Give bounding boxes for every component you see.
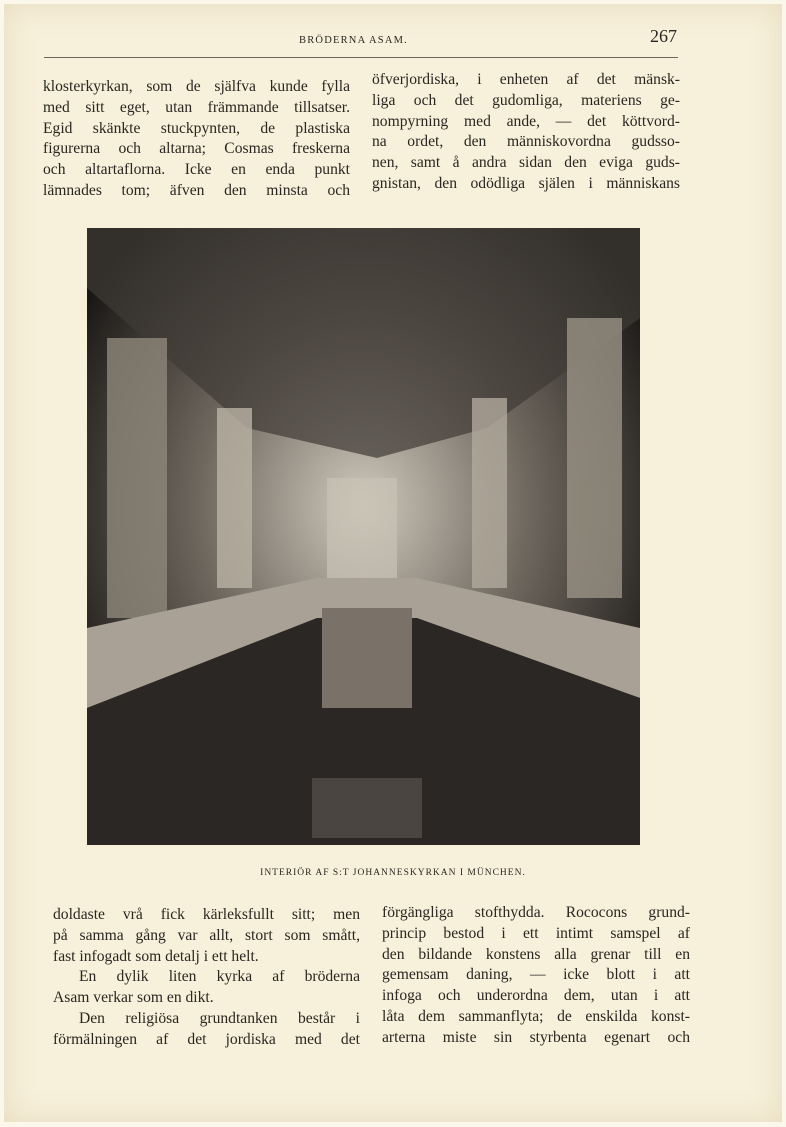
text-line: förmälningen af det jordiska med det <box>53 1030 360 1048</box>
text-line: nen, samt å andra sidan den eviga guds- <box>372 154 680 172</box>
top-left-column <box>43 77 350 202</box>
header-rule <box>44 57 678 58</box>
bottom-right-column <box>382 903 690 1049</box>
text-line: liga och det gudomliga, materiens ge- <box>372 91 680 109</box>
text-line: infoga och underordna dem, utan i att <box>382 987 690 1005</box>
text-line: arterna miste sin styrbenta egenart och <box>382 1028 690 1046</box>
text-line: na ordet, den människovordna gudsso- <box>372 133 680 151</box>
text-line: låta dem sammanflyta; de enskilda konst- <box>382 1007 690 1025</box>
text-line: lämnades tom; äfven den minsta och <box>43 181 350 199</box>
text-line: på samma gång var allt, stort som smått, <box>53 926 360 944</box>
top-right-column <box>372 70 680 195</box>
text-line: doldaste vrå fick kärleksfullt sitt; men <box>53 906 360 923</box>
text-line: förgängliga stofthydda. Rococons grund- <box>382 904 690 921</box>
running-title: BRÖDERNA ASAM. <box>299 35 408 46</box>
text-line: Egid skänkte stuckpynten, de plastiska <box>43 119 350 137</box>
text-line: och altartaflorna. Icke en enda punkt <box>43 161 350 179</box>
text-line: figurerna och altarna; Cosmas freskerna <box>43 140 350 158</box>
text-line: princip bestod i ett intimt samspel af <box>382 924 690 942</box>
text-line: den bildande konstens alla grenar till en <box>382 945 690 963</box>
text-line: nompyrning med ande, — det köttvord- <box>372 112 680 130</box>
figure-caption: INTERIÖR AF S:T JOHANNESKYRKAN I MÜNCHEN. <box>260 868 526 878</box>
page-number: 267 <box>650 26 677 46</box>
text-line: Den religiösa grundtanken består i <box>79 1009 360 1027</box>
text-line: fast infogadt som detalj i ett helt. <box>53 947 259 965</box>
text-line: gemensam daning, — icke blott i att <box>382 966 690 984</box>
text-line: En dylik liten kyrka af bröderna <box>79 968 360 986</box>
text-line: Asam verkar som en dikt. <box>53 989 214 1007</box>
text-line: med sitt eget, utan främmande tillsatser. <box>43 98 350 116</box>
text-line: gnistan, den odödliga själen i människans <box>372 174 680 192</box>
church-interior-photograph <box>87 228 640 845</box>
text-line: klosterkyrkan, som de själfva kunde fylla <box>43 78 350 95</box>
bottom-left-column <box>53 905 360 1051</box>
text-line: öfverjordiska, i enheten af det mänsk- <box>372 71 680 88</box>
